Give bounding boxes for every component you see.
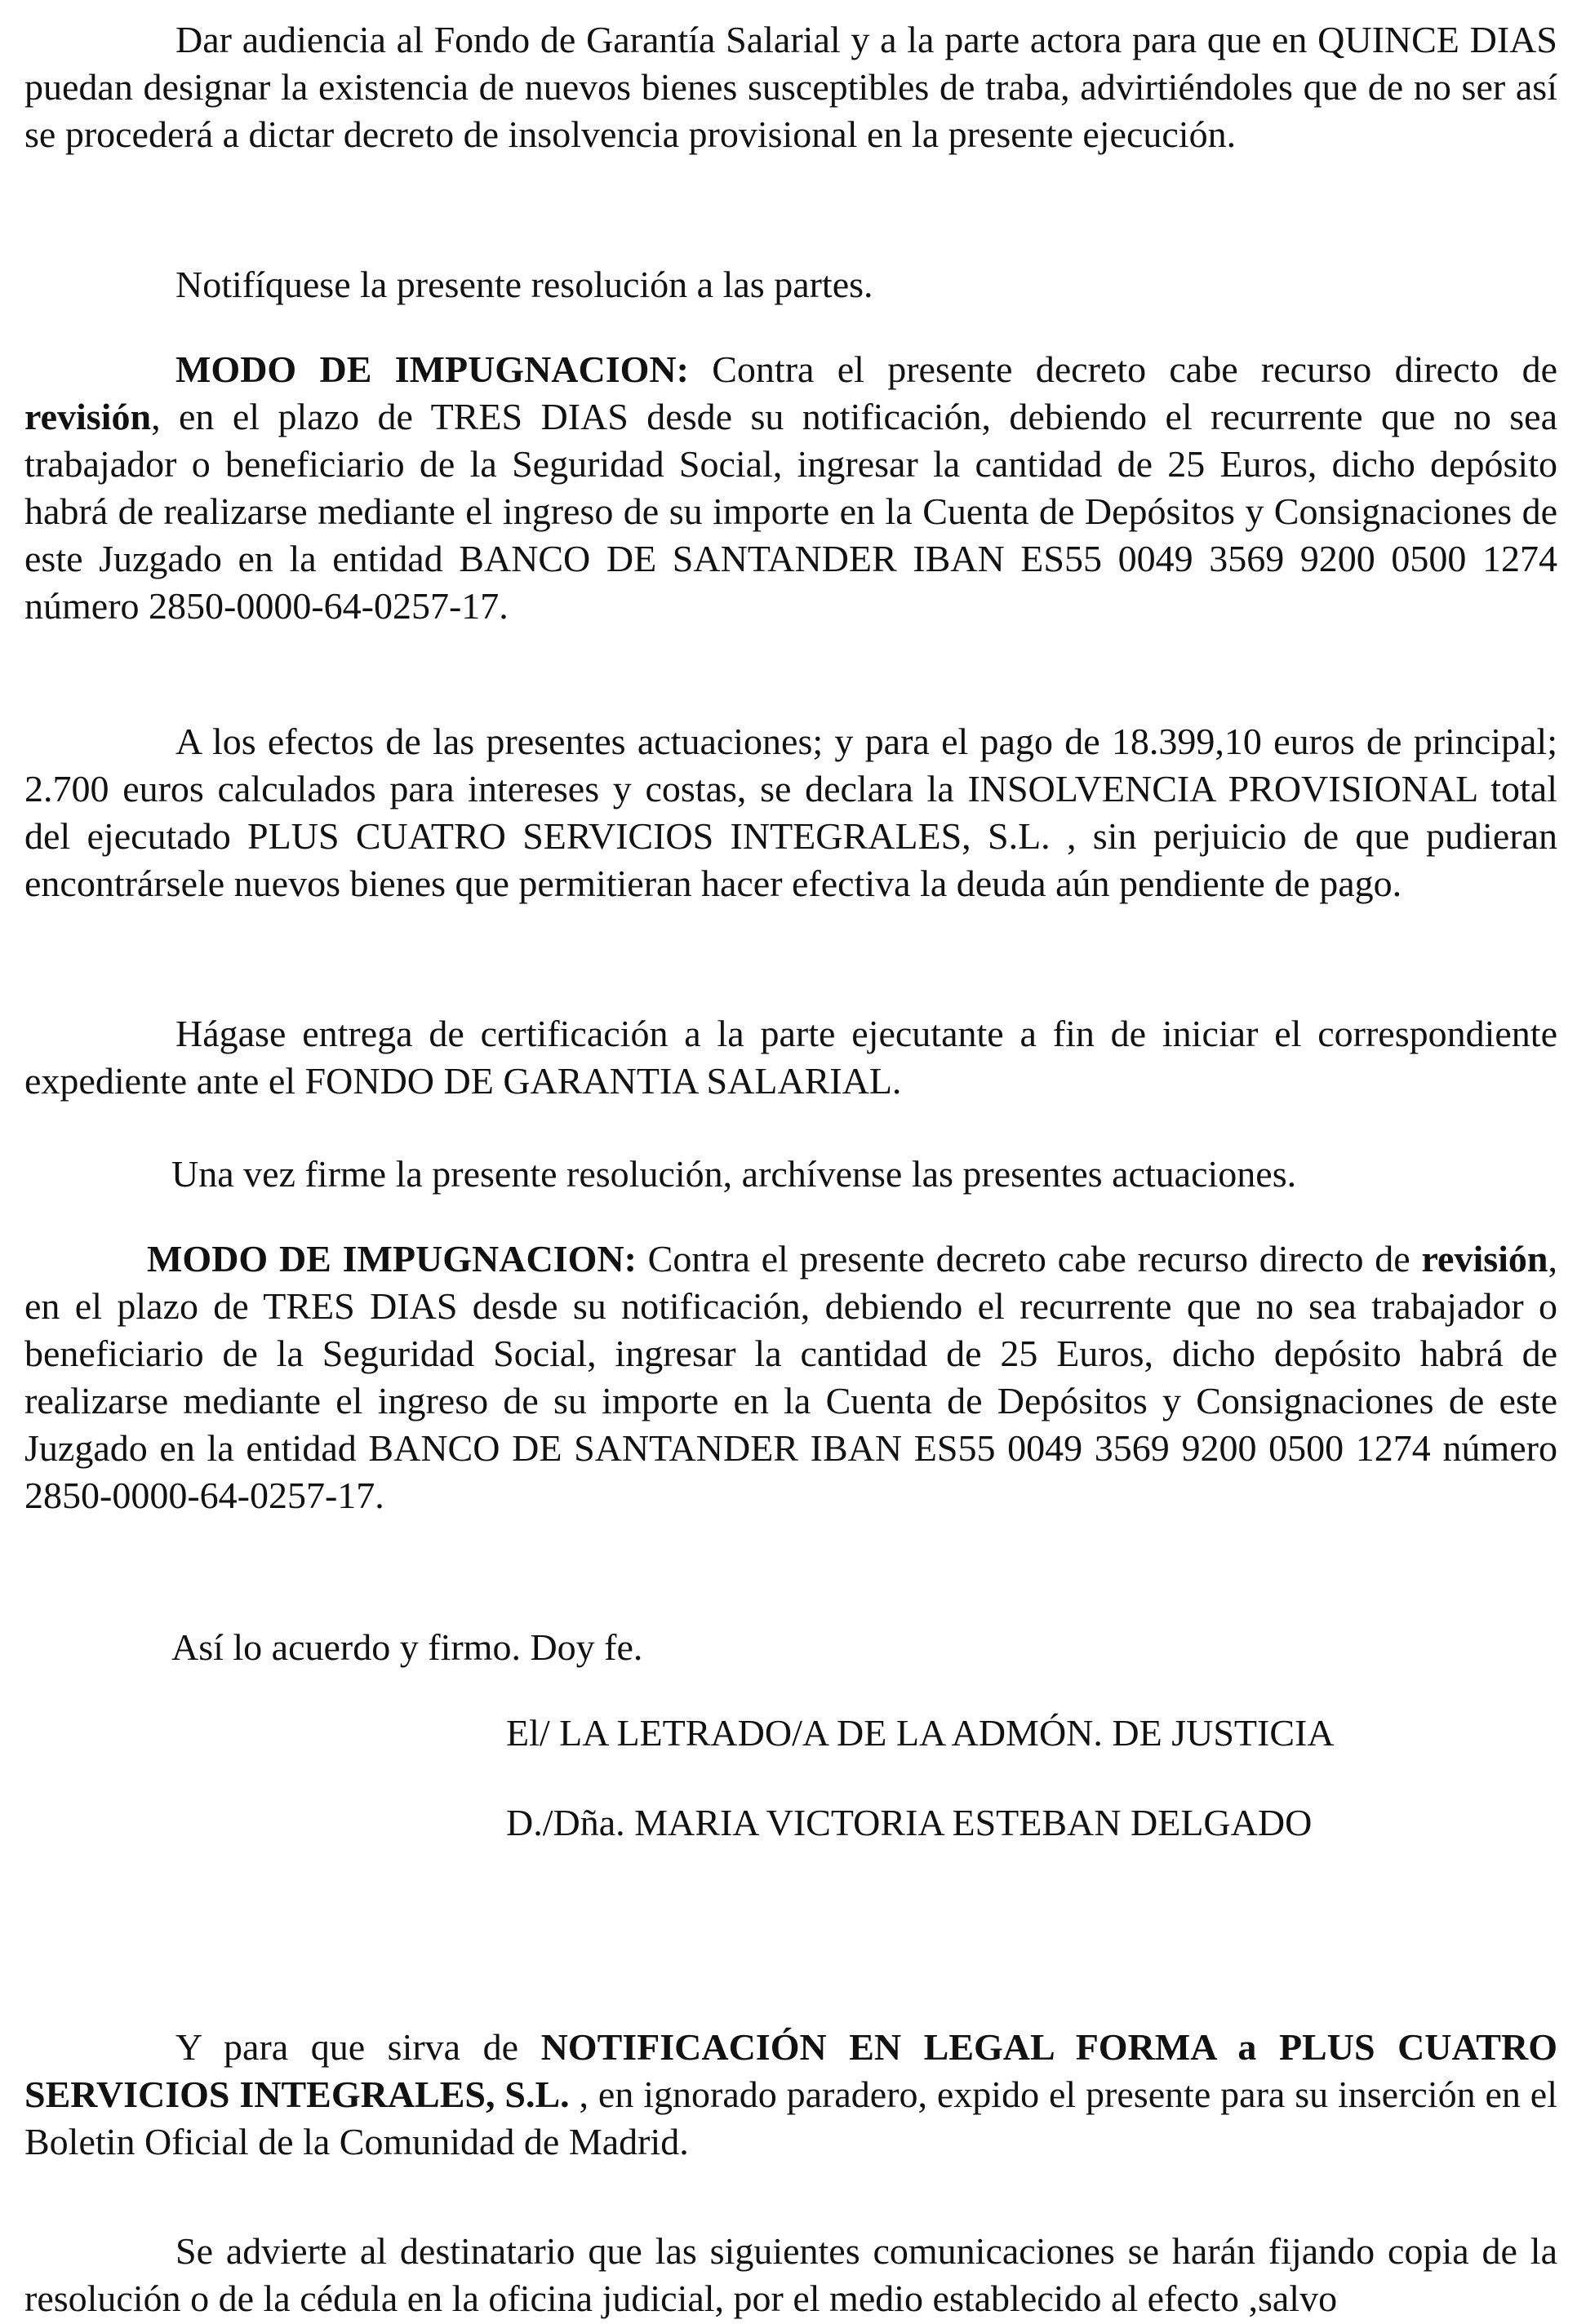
impugnacion-text-b: , en el plazo de TRES DIAS desde su notificación, debiendo el recurrente que no sea trabajador o beneficiario de la Seguridad Social, ingresar la cantidad de 25 Euros, dicho depósito habrá de realizarse mediante el ingreso de su importe en la Cuenta de Depósitos y Consignaciones de este Juzgado en la entidad BANCO DE SANTANDER IBAN ES55 0049 3569 9200 0500 1274 número 2850-0000-64-0257-17. — [24, 396, 1557, 627]
paragraph-certificacion: Hágase entrega de certificación a la parte ejecutante a fin de iniciar el correspondiente expediente ante el FONDO DE GARANTIA SALARIAL. — [24, 1013, 1557, 1102]
paragraph-audiencia: Dar audiencia al Fondo de Garantía Salarial y a la parte actora para que en QUINCE DIAS puedan designar la existencia de nuevos bienes susceptibles de traba, advirtiéndoles que de no ser así se procederá a dictar decreto de insolvencia provisional en la presente ejecución. — [24, 19, 1557, 155]
document-page — [24, 0, 1557, 2324]
impugnacion-label: MODO DE IMPUGNACION: — [147, 1238, 637, 1280]
impugnacion-text-a: Contra el presente decreto cabe recurso directo de — [688, 348, 1557, 390]
notificacion-bold: NOTIFICACIÓN EN LEGAL FORMA a PLUS CUATRO SERVICIOS INTEGRALES, S.L. — [24, 2026, 1557, 2115]
paragraph-modo-impugnacion-2 — [24, 1235, 1557, 1519]
impugnacion-text-b: , en el plazo de TRES DIAS desde su notificación, debiendo el recurrente que no sea trabajador o beneficiario de la Seguridad Social, ingresar la cantidad de 25 Euros, dicho depósito habrá de realizarse mediante el ingreso de su importe en la Cuenta de Depósitos y Consignaciones de este Juzgado en la entidad BANCO DE SANTANDER IBAN ES55 0049 3569 9200 0500 1274 número 2850-0000-64-0257-17. — [24, 1238, 1557, 1516]
notificacion-text-a: Y para que sirva de — [175, 2026, 541, 2068]
paragraph-notificacion — [24, 2024, 1557, 2166]
signature-title: El/ LA LETRADO/A DE LA ADMÓN. DE JUSTICIA — [506, 1712, 1335, 1754]
impugnacion-text-a: Contra el presente decreto cabe recurso directo de — [636, 1238, 1422, 1280]
notificacion-text-b: , en ignorado paradero, expido el presente para su inserción en el Boletin Oficial de la Comunidad de Madrid. — [24, 2073, 1557, 2162]
revision-word: revisión — [1421, 1238, 1548, 1280]
signature-name: D./Dña. MARIA VICTORIA ESTEBAN DELGADO — [506, 1802, 1313, 1843]
paragraph-asi-lo-acuerdo: Así lo acuerdo y firmo. Doy fe. — [171, 1626, 643, 1668]
paragraph-notifiquese: Notifíquese la presente resolución a las partes. — [175, 264, 873, 305]
paragraph-modo-impugnacion-1 — [24, 346, 1557, 630]
paragraph-advertencia: Se advierte al destinatario que las siguientes comunicaciones se harán fijando copia de la resolución o de la cédula en la oficina judicial, por el medio establecido al efecto ,salvo — [24, 2230, 1557, 2319]
paragraph-archivense: Una vez firme la presente resolución, archívense las presentes actuaciones. — [171, 1153, 1297, 1195]
impugnacion-label: MODO DE IMPUGNACION: — [175, 348, 689, 390]
revision-word: revisión — [24, 396, 152, 437]
paragraph-insolvencia: A los efectos de las presentes actuaciones; y para el pago de 18.399,10 euros de principal; 2.700 euros calculados para intereses y costas, se declara la INSOLVENCIA PROVISIONAL total del ejecutado PLUS CUATRO SERVICIOS INTEGRALES, S.L. , sin perjuicio de que pudieran encontrársele nuevos bienes que permitieran hacer efectiva la deuda aún pendiente de pago. — [24, 721, 1557, 904]
